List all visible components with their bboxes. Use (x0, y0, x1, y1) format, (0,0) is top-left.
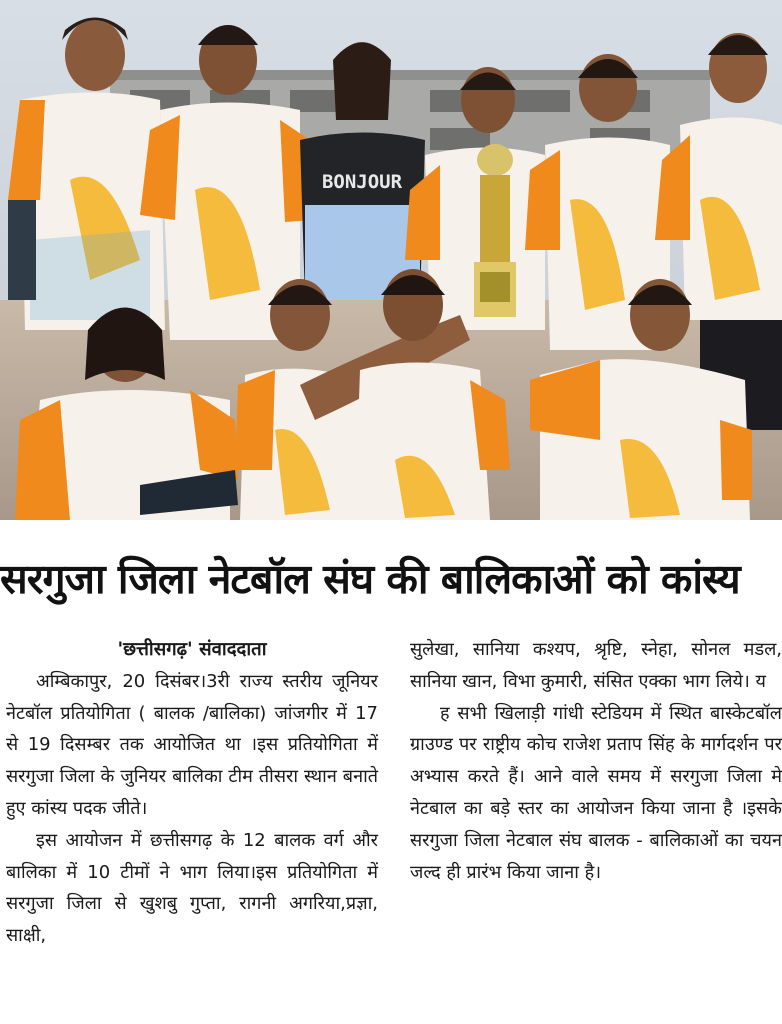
jersey-text: BONJOUR (321, 171, 403, 193)
article-paragraph: इस आयोजन में छत्तीसगढ़ के 12 बालक वर्ग और बालिका में 10 टीमों ने भाग लिया।इस प्रतियोगिता में सरगुजा जिला से खुशबु गुप्ता, रागनी अगरिया,प्रज्ञा, साक्षी, (6, 829, 378, 947)
headline: सरगुजा जिला नेटबॉल संघ की बालिकाओं को कांस्य (0, 555, 740, 603)
article-paragraph: अम्बिकापुर, 20 दिसंबर।3री राज्य स्तरीय जूनियर नेटबॉल प्रतियोगिता ( बालक /बालिका) जांजगीर में 17 से 19 दिसम्बर तक आयोजित था ।इस प्रतियोगिता में सरगुजा जिला के जुनियर बालिका टीम तीसरा स्थान बनाते हुए कांस्य पदक जीते। (6, 670, 378, 819)
byline: 'छत्तीसगढ़' संवाददाता (117, 639, 267, 660)
article-paragraph: सुलेखा, सानिया कश्यप, श्रृष्टि, स्नेहा, सोनल मडल, सानिया खान, विभा कुमारी, संसित एक्का भाग लिये। य (410, 639, 782, 692)
article-paragraph: ह सभी खिलाड़ी गांधी स्टेडियम में स्थित बास्केटबॉल ग्राउण्ड पर राष्ट्रीय कोच राजेश प्रताप सिंह के मार्गदर्शन पर अभ्यास करते हैं। आने वाले समय में सरगुजा जिला मे नेटबाल का बड़े स्तर का आयोजन किया जाना है ।इसके सरगुजा जिला नेटबाल संघ बालक - बालिकाओं का चयन जल्द ही प्रारंभ किया जाना है। (410, 702, 782, 883)
article-column-left (6, 634, 378, 952)
article-column-right (410, 634, 782, 888)
